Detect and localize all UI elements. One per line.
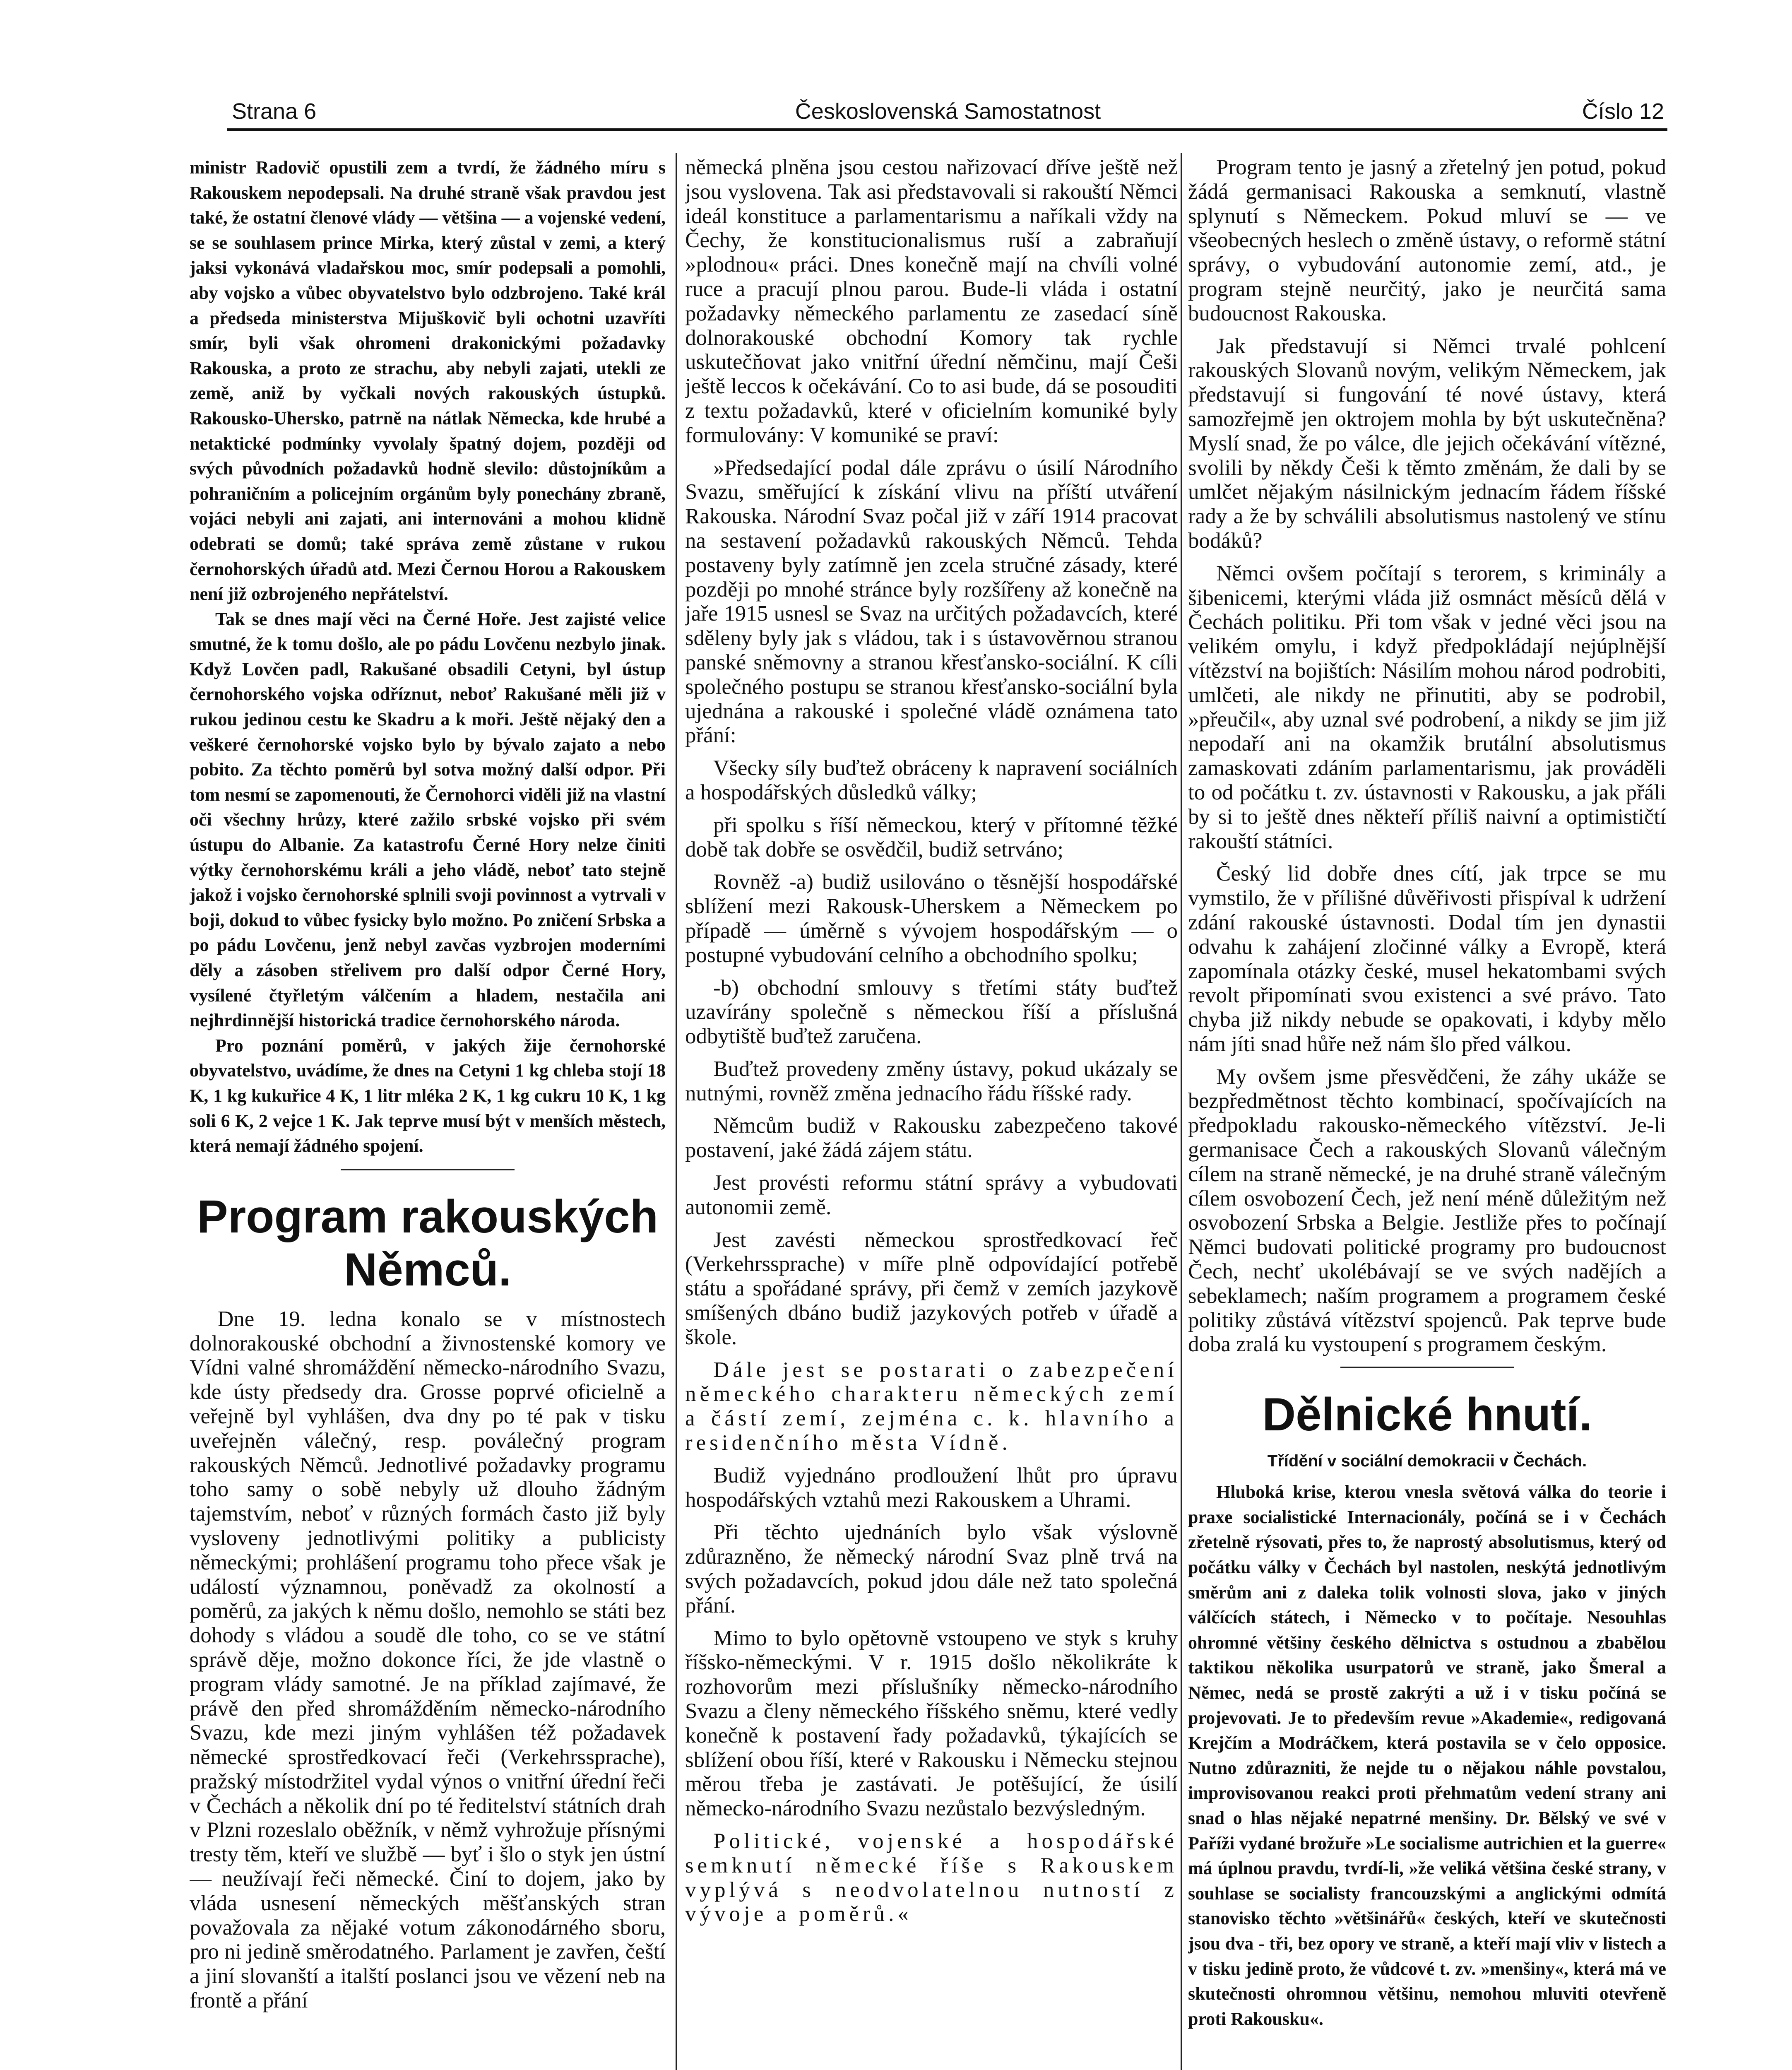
article-paragraph: Český lid dobře dnes cítí, jak trpce se mu vymstilo, že v přílišné důvěřivosti přispíval k udržení zdání rakouské ústavnosti. Dodal tím jen dynastii odvahu k zahájení zločinné války a Evropě, která zapomínala otázky české, musel hekatombami svých revolt připomínati svou existenci a své právo. Tato chyba již nikdy nebude se opakovati, i kdyby mělo nám jíti snad hůře než nám šlo před válkou. xyxy=(1188,862,1666,1056)
quoted-paragraph: Mimo to bylo opětovně vstoupeno ve styk s kruhy říšsko-německými. V r. 1915 došlo několikráte k rozhovorům mezi příslušníky německo-národního Svazu a členy německého říšského sněmu, které vedly konečně k postavení řady požadavků, týkajících se sblížení obou říší, které v Rakousku i Německu stejnou měrou třeba je zastávati. Je potěšující, že úsilí německo-národního Svazu nezůstalo bezvýsledným. xyxy=(685,1626,1178,1821)
quoted-paragraph: Jest provésti reformu státní správy a vybudovati autonomii země. xyxy=(685,1171,1178,1219)
header-rule xyxy=(227,128,1667,131)
article-paragraph: Jak představují si Němci trvalé pohlcení rakouských Slovanů novým, velikým Německem, jak představují si fungování té nové ústavy, která samozřejmě jen oktrojem mohla by být uskutečněna? Myslí snad, že po válce, dle jejich očekávání vítězné, svolili by někdy Češi k těmto změnám, že dali by se umlčet nějakým násilnickým jednacím řádem říšské rady a že by schválili absolutismus nastolený ve stínu bodáků? xyxy=(1188,334,1666,553)
quoted-paragraph: při spolku s říší německou, který v přítomné těžké době tak dobře se osvědčil, budiž setrváno; xyxy=(685,813,1178,862)
page-number: Strana 6 xyxy=(232,99,317,124)
quoted-paragraph: Rovněž -a) budiž usilováno o těsnější hospodářské sblížení mezi Rakousk-Uherskem a Německem po případě — úměrně s vývojem hospodářským — o postupné vybudování celního a obchodního spolku; xyxy=(685,870,1178,967)
quoted-paragraph: Budiž vyjednáno prodloužení lhůt pro úpravu hospodářských vztahů mezi Rakouskem a Uhrami. xyxy=(685,1463,1178,1512)
quoted-paragraph: Jest zavésti německou sprostředkovací řeč (Verkehrssprache) v míře plně odpovídající potřebě státu a spořádané správy, při čemž v zemích jazykově smíšených dbáno budiž jazykových potřeb v úřadě a škole. xyxy=(685,1228,1178,1349)
newspaper-title: Československá Samostatnost xyxy=(795,99,1101,124)
column-divider xyxy=(1181,153,1182,2070)
article-subheadline: Třídění v sociální demokracii v Čechách. xyxy=(1267,1452,1587,1471)
quoted-paragraph: Buďtež provedeny změny ústavy, pokud ukázaly se nutnými, rovněž změna jednacího řádu říšské rady. xyxy=(685,1057,1178,1105)
article-paragraph: My ovšem jsme přesvědčeni, že záhy ukáže se bezpředmětnost těchto kombinací, spočívajících na předpokladu rakousko-německého vítězství. Je-li germanisace Čech a rakouských Slovanů válečným cílem na straně německé, je na druhé straně válečným cílem osvobození Čech, jež není méně důležitým než osvobození Srbska a Belgie. Jestliže přes to počínají Němci budovati politické programy pro budoucnost Čech, nechť ukolébávají se ve svých nadějích a sebeklamech; naším programem a programem české politiky zůstává vítězství spojenců. Pak teprve bude doba zralá ku vystoupení s programem českým. xyxy=(1188,1064,1666,1357)
issue-number: Číslo 12 xyxy=(1582,99,1664,124)
quoted-paragraph: Všecky síly buďtež obráceny k napravení sociálních a hospodářských důsledků války; xyxy=(685,756,1178,804)
quoted-paragraph: Politické, vojenské a hospodářské semknutí německé říše s Rakouskem vyplývá s neodvolatelnou nutností z vývoje a poměrů.« xyxy=(685,1829,1178,1926)
quoted-paragraph: Němcům budiž v Rakousku zabezpečeno takové postavení, jaké žádá zájem státu. xyxy=(685,1114,1178,1163)
article-separator xyxy=(341,1169,515,1170)
article-headline: Dělnické hnutí. xyxy=(1262,1389,1592,1441)
article-paragraph: Dne 19. ledna konalo se v místnostech dolnorakouské obchodní a živnostenské komory ve Vídni valné shromáždění německo-národního Svazu, kde ústy předsedy dra. Grosse poprvé oficielně a veřejně byl vyhlášen, dva dny po té pak v tisku uveřejněn válečný, resp. poválečný program rakouských Němců. Jednotlivé požadavky programu toho samy o sobě nebyly už dlouho žádným tajemstvím, neboť v různých formách často již byly vysloveny jednotlivými politiky a publicisty německými; prohlášení programu toho přece však je událostí významnou, poněvadž za okolností a poměrů, za jakých k němu došlo, nemohlo se státi bez dohody s vládou a soudě dle toho, co se ve státní správě děje, možno dokonce říci, že jde vlastně o program vlády samotné. Je na příklad zajímavé, že právě den před shromážděním německo-národního Svazu, kde mezi jiným vyhlášen též požadavek německé sprostředkovací řeči (Verkehrssprache), pražský místodržitel vydal výnos o vnitřní úřední řeči v Čechách a několik dní po té ředitelství státních drah v Plzni rozeslalo oběžník, v němž vyhrožuje přísnými tresty těm, kteří ve službě — byť i šlo o styk jen ústní — neužívají řeči německé. Činí to dojem, jako by vláda usnesení německých měšťanských stran považovala za nějaké votum zákonodárného sboru, pro ni jedině směrodatného. Parlament je zavřen, čeští a jiní slovanští a italští poslanci jsou ve vězení neb na frontě a přání xyxy=(190,1307,666,2013)
column-1 xyxy=(190,155,666,2070)
article-paragraph: ministr Radovič opustili zem a tvrdí, že žádného míru s Rakouskem nepodepsali. Na druhé straně však pravdou jest také, že ostatní členové vlády — většina — a vojenské vedení, se se souhlasem prince Mirka, který zůstal v zemi, a který jaksi vykonává vladařskou moc, smír podepsali a pomohli, aby vojsko a vůbec obyvatelstvo bylo odzbrojeno. Také král a předseda ministerstva Mijuškovič byli ochotni uzavříti smír, byli však ohromeni drakonickými požadavky Rakouska, a proto ze strachu, aby nebyli zajati, utekli ze země, aniž by vyčkali nových rakouských ústupků. Rakousko-Uhersko, patrně na nátlak Německa, kde hrubé a netaktické podmínky vyvolaly špatný dojem, později od svých původních požadavků hodně slevilo: důstojníkům a pohraničním a policejním orgánům byly ponechány zbraně, vojáci nebyli ani zajati, ani internováni a mohou klidně odebrati se domů; také správa země zůstane v rukou černohorských úřadů atd. Mezi Černou Horou a Rakouskem není již ozbrojeného nepřátelství. xyxy=(190,157,666,604)
quoted-paragraph: -b) obchodní smlouvy s třetími státy buďtež uzavírány společně s německou říší a příslušná odbytiště buďtež zaručena. xyxy=(685,975,1178,1049)
article-headline: Program rakouských Němců. xyxy=(197,1190,659,1295)
quoted-paragraph: »Předsedající podal dále zprávu o úsilí Národního Svazu, směřující k získání vlivu na příští utváření Rakouska. Národní Svaz počal již v září 1914 pracovat na sestavení požadavků rakouských Němců. Tehda postaveny byly zatímně jen zcela stručné zásady, které později po mnohé stránce byly rozšířeny až konečně na jaře 1915 usnesl se Svaz na určitých požadavcích, které sděleny byly jak s vládou, tak i s ústavověrnou stranou panské sněmovny a stranou křesťansko-sociální. K cíli společného postupu se stranou křesťansko-sociální byla ujednána a rakouské i společné vládě oznámena tato přání: xyxy=(685,455,1178,748)
article-paragraph: Němci ovšem počítají s terorem, s kriminály a šibenicemi, kterými vláda již osmnáct měsíců dělá v Čechách politiku. Při tom však v jedné věci jsou na velikém omylu, i když předpokládají nejúplnější vítězství na bojištích: Násilím mohou národ podrobiti, umlčeti, ale nikdy ne přinutiti, aby se podrobil, »přeučil«, aby uznal své podrobení, a nikdy se jim již nepodaří ani na okamžik brutální absolutismus zamaskovati zdáním parlamentarismu, jak prováděli to od počátku t. zv. ústavnosti v Rakousku, a jak přáli by si to ještě dnes někteří příliš naivní a optimističtí rakouští státníci. xyxy=(1188,561,1666,853)
article-paragraph: Program tento je jasný a zřetelný jen potud, pokud žádá germanisaci Rakouska a semknutí, vlastně splynutí s Německem. Pokud mluví se — ve všeobecných heslech o změně ústavy, o reformě státní správy, o vybudování autonomie zemí, atd., je program stejně neurčitý, jako je neurčitá sama budoucnost Rakouska. xyxy=(1188,155,1666,325)
quoted-paragraph: Dále jest se postarati o zabezpečení německého charakteru německých zemí a částí zemí, zejména c. k. hlavního a residenčního města Vídně. xyxy=(685,1358,1178,1455)
column-2 xyxy=(685,155,1178,2070)
article-separator xyxy=(1340,1367,1514,1368)
article-paragraph: německá plněna jsou cestou nařizovací dříve ještě než jsou vyslovena. Tak asi představovali si rakouští Němci ideál konstituce a parlamentarismu a naříkali vždy na Čechy, že konstitucionalismus ruší a zabraňují »plodnou« práci. Dnes konečně mají na chvíli volné ruce a pracují plnou parou. Bude-li vláda i ostatní požadavky německého parlamentu ze zasedací síně dolnorakouské obchodní Komory tak rychle uskutečňovat jako vnitřní úřední němčinu, mají Češi ještě leccos k očekávání. Co to asi bude, dá se posouditi z textu požadavků, které v oficielním komuniké byly formulovány: V komuniké se praví: xyxy=(685,155,1178,447)
article-paragraph: Hluboká krise, kterou vnesla světová válka do teorie i praxe socialistické Internacionály, počíná se i v Čechách zřetelně rýsovati, přes to, že naprostý absolutismus, který od počátku války v Čechách byl nastolen, neskýtá jednotlivým směrům ani z daleka tolik volnosti slova, jako v jiných válčících státech, i Německo v to počítaje. Nesouhlas ohromné většiny českého dělnictva s ostudnou a zbabělou taktikou několika usurpatorů ve straně, jako Šmeral a Němec, nedá se prostě zakrýti a už i v tisku počíná se projevovati. Je to především revue »Akademie«, redigovaná Krejčím a Modráčkem, která postavila se v čelo opposice. Nutno zdůrazniti, že nejde tu o nějakou náhle povstalou, improvisovanou reakci proti přehmatům vedení strany ani snad o hlas nějaké nepatrné menšiny. Dr. Bělský ve své v Paříži vydané brožuře »Le socialisme autrichien et la guerre« má úplnou pravdu, tvrdí-li, »že veliká většina české strany, v souhlase se socialisty francouzskými a anglickými odmítá stanovisko těchto »většinářů« českých, kteří ve skutečnosti jsou dva - tři, bez opory ve straně, a kteří mají vliv v listech a v tisku jedině proto, že vůdcové t. zv. »menšiny«, která má ve skutečnosti ohromnou většinu, nemohou mluviti otevřeně proti Rakousku«. xyxy=(1188,1482,1666,2029)
quoted-paragraph: Při těchto ujednáních bylo však výslovně zdůrazněno, že německý národní Svaz plně trvá na svých požadavcích, pokud jdou dále než tato společná přání. xyxy=(685,1520,1178,1617)
article-paragraph: Pro poznání poměrů, v jakých žije černohorské obyvatelstvo, uvádíme, že dnes na Cetyni 1 kg chleba stojí 18 K, 1 kg kukuřice 4 K, 1 litr mléka 2 K, 1 kg cukru 10 K, 1 kg soli 6 K, 2 vejce 1 K. Jak teprve musí být v menších městech, která nemají žádného spojení. xyxy=(190,1035,666,1156)
page-header xyxy=(232,99,1664,128)
article-paragraph: Tak se dnes mají věci na Černé Hoře. Jest zajisté velice smutné, že k tomu došlo, ale po pádu Lovčenu nezbylo jinak. Když Lovčen padl, Rakušané obsadili Cetyni, byl ústup černohorského vojska odříznut, neboť Rakušané měli již v rukou jedinou cestu ke Skadru a k moři. Ještě nějaký den a veškeré černohorské vojsko bylo by bývalo zajato a nebo pobito. Za těchto poměrů byl sotva možný další odpor. Při tom nesmí se zapomenouti, že Černohorci viděli již na vlastní oči všechny hrůzy, které zažilo srbské vojsko při svém ústupu do Albanie. Za katastrofu Černé Hory nelze činiti výtky černohorskému králi a jeho vládě, neboť tato stejně jakož i vojsko černohorské splnili svoji povinnost a vytrvali v boji, dokud to vůbec fysicky bylo možno. Po zničení Srbska a po pádu Lovčenu, jenž nebyl zavčas vyzbrojen moderními děly a zásoben střelivem pro další odpor Černé Hory, vysílené čtyřletým válčením a hladem, nestačila ani nejhrdinnější historická tradice černohorského národa. xyxy=(190,609,666,1031)
column-3 xyxy=(1188,155,1666,2070)
column-divider xyxy=(676,153,677,2070)
